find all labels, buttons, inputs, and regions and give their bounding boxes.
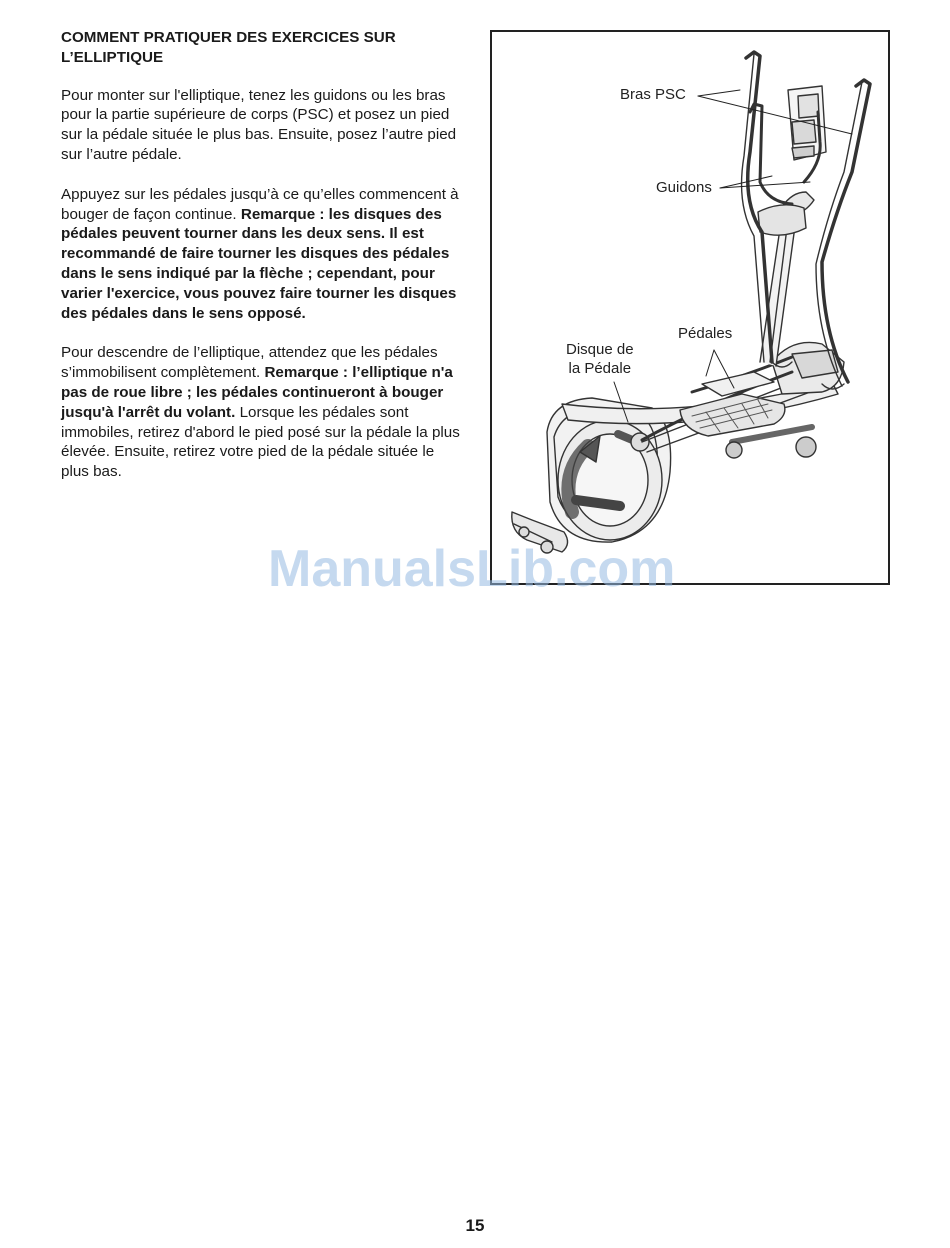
pedal-note: Remarque : les disques des pédales peuvent tourner dans les deux sens. Il est recommandé de faire tourner les disques des pédales dans le sens indiqué par la flèche ; cependant, pour varier l'exercice, vous pouvez faire tourner les disques des pédales dans le sens opposé. <box>61 205 457 322</box>
label-disque-line-2: la Pédale <box>568 360 632 377</box>
pedal-paragraph-text: Appuyez sur les pédales jusqu’à ce qu’elles commencent à bouger de façon continue. <box>61 185 459 223</box>
watermark: ManualsLib.com <box>268 540 676 598</box>
mount-paragraph: Pour monter sur l'elliptique, tenez les guidons ou les bras pour la partie supérieure de corps (PSC) et posez un pied sur la pédale située le plus bas. Ensuite, posez l’autre pied sur l’autre pédale. <box>61 86 457 163</box>
label-bras-psc: Bras PSC <box>620 86 686 103</box>
dismount-paragraph-text: Pour descendre de l’elliptique, attendez que les pédales s’immobilisent complètement. <box>61 344 438 382</box>
heading-line-2: L’ELLIPTIQUE <box>61 48 164 66</box>
heading-line-1: COMMENT PRATIQUER DES EXERCICES SUR <box>61 29 396 46</box>
dismount-note: Remarque : l’elliptique n'a pas de roue libre ; les pédales continueront à bouger jusqu'à l'arrêt du volant. <box>61 364 453 421</box>
instructions-column <box>61 28 463 502</box>
elliptical-illustration <box>492 32 892 587</box>
elliptical-figure <box>490 30 890 585</box>
dismount-paragraph <box>61 343 463 482</box>
label-pedales: Pédales <box>678 325 733 342</box>
dismount-paragraph-end: Lorsque les pédales sont immobiles, retirez d'abord le pied posé sur la pédale la plus élevée. Ensuite, retirez votre pied de la pédale située le plus bas. <box>61 403 460 481</box>
label-guidons: Guidons <box>656 179 712 196</box>
label-disque-line-1: Disque de <box>566 341 634 358</box>
label-disque-pedale <box>566 340 634 378</box>
section-heading <box>61 28 463 68</box>
page-number: 15 <box>465 1216 485 1235</box>
pedal-paragraph <box>61 185 463 324</box>
